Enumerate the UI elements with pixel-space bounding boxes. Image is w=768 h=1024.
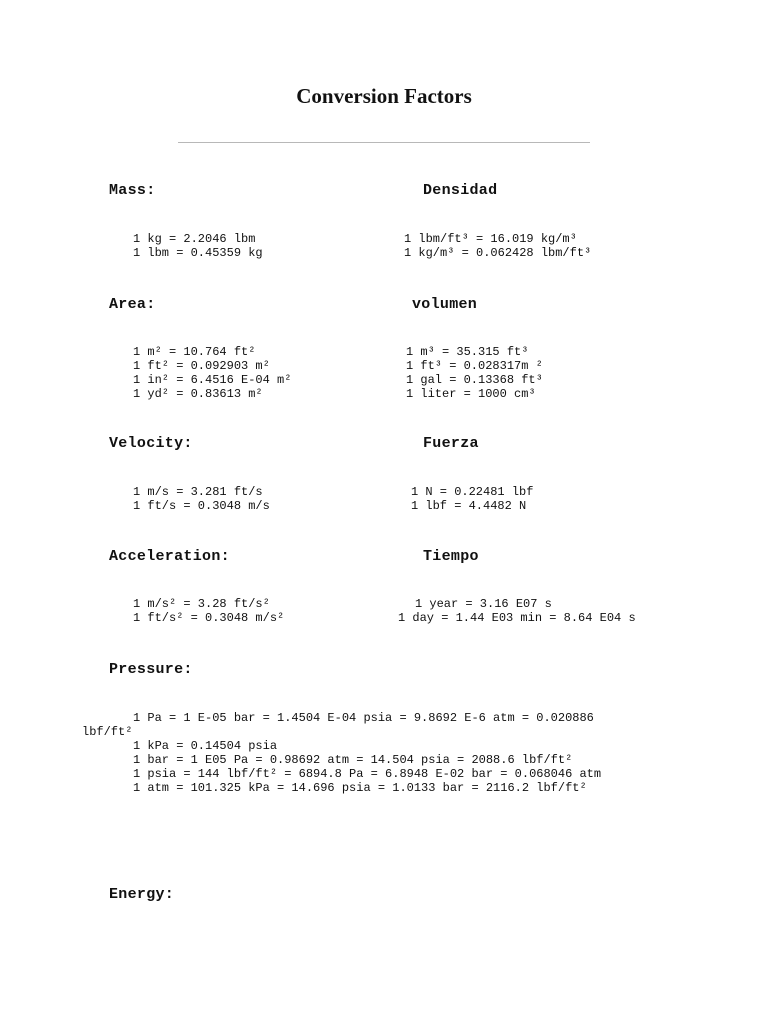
velocity-list bbox=[133, 485, 270, 513]
fuerza-heading: Fuerza bbox=[423, 435, 479, 452]
tiempo-line: 1 day = 1.44 E03 min = 8.64 E04 s bbox=[398, 611, 636, 625]
pressure-line: lbf/ft² bbox=[82, 725, 133, 739]
area-line: 1 in² = 6.4516 E-04 m² bbox=[133, 373, 292, 387]
pressure-list bbox=[82, 711, 601, 795]
pressure-line: 1 bar = 1 E05 Pa = 0.98692 atm = 14.504 psia = 2088.6 lbf/ft² bbox=[133, 753, 573, 767]
mass-line: 1 kg = 2.2046 lbm bbox=[133, 232, 256, 246]
tiempo-list bbox=[398, 597, 636, 625]
velocity-heading: Velocity: bbox=[109, 435, 193, 452]
tiempo-heading: Tiempo bbox=[423, 548, 479, 565]
volumen-list bbox=[406, 345, 543, 401]
tiempo-line: 1 year = 3.16 E07 s bbox=[415, 597, 552, 611]
pressure-line: 1 psia = 144 lbf/ft² = 6894.8 Pa = 6.8948 E-02 bar = 0.068046 atm bbox=[133, 767, 602, 781]
velocity-line: 1 ft/s = 0.3048 m/s bbox=[133, 499, 270, 513]
velocity-line: 1 m/s = 3.281 ft/s bbox=[133, 485, 263, 499]
volumen-line: 1 gal = 0.13368 ft³ bbox=[406, 373, 543, 387]
acceleration-line: 1 m/s² = 3.28 ft/s² bbox=[133, 597, 270, 611]
mass-line: 1 lbm = 0.45359 kg bbox=[133, 246, 263, 260]
volumen-line: 1 liter = 1000 cm³ bbox=[406, 387, 536, 401]
acceleration-line: 1 ft/s² = 0.3048 m/s² bbox=[133, 611, 285, 625]
pressure-heading: Pressure: bbox=[109, 661, 193, 678]
fuerza-line: 1 lbf = 4.4482 N bbox=[411, 499, 527, 513]
area-line: 1 m² = 10.764 ft² bbox=[133, 345, 256, 359]
area-list bbox=[133, 345, 291, 401]
densidad-heading: Densidad bbox=[423, 182, 498, 199]
fuerza-line: 1 N = 0.22481 lbf bbox=[411, 485, 534, 499]
page-title: Conversion Factors bbox=[296, 84, 472, 108]
title-divider bbox=[178, 142, 590, 143]
area-heading: Area: bbox=[109, 296, 156, 313]
volumen-heading: volumen bbox=[412, 296, 478, 313]
mass-list bbox=[133, 232, 263, 260]
mass-heading: Mass: bbox=[109, 182, 156, 199]
densidad-line: 1 kg/m³ = 0.062428 lbm/ft³ bbox=[404, 246, 592, 260]
pressure-line: 1 atm = 101.325 kPa = 14.696 psia = 1.0133 bar = 2116.2 lbf/ft² bbox=[133, 781, 587, 795]
volumen-line: 1 m³ = 35.315 ft³ bbox=[406, 345, 529, 359]
volumen-line: 1 ft³ = 0.028317m ² bbox=[406, 359, 543, 373]
area-line: 1 yd² = 0.83613 m² bbox=[133, 387, 263, 401]
area-line: 1 ft² = 0.092903 m² bbox=[133, 359, 270, 373]
fuerza-list bbox=[411, 485, 533, 513]
pressure-line: 1 kPa = 0.14504 psia bbox=[133, 739, 278, 753]
densidad-line: 1 lbm/ft³ = 16.019 kg/m³ bbox=[404, 232, 577, 246]
acceleration-heading: Acceleration: bbox=[109, 548, 230, 565]
energy-heading: Energy: bbox=[109, 886, 175, 903]
densidad-list bbox=[404, 232, 591, 260]
acceleration-list bbox=[133, 597, 284, 625]
pressure-line: 1 Pa = 1 E-05 bar = 1.4504 E-04 psia = 9.8692 E-6 atm = 0.020886 bbox=[133, 711, 594, 725]
